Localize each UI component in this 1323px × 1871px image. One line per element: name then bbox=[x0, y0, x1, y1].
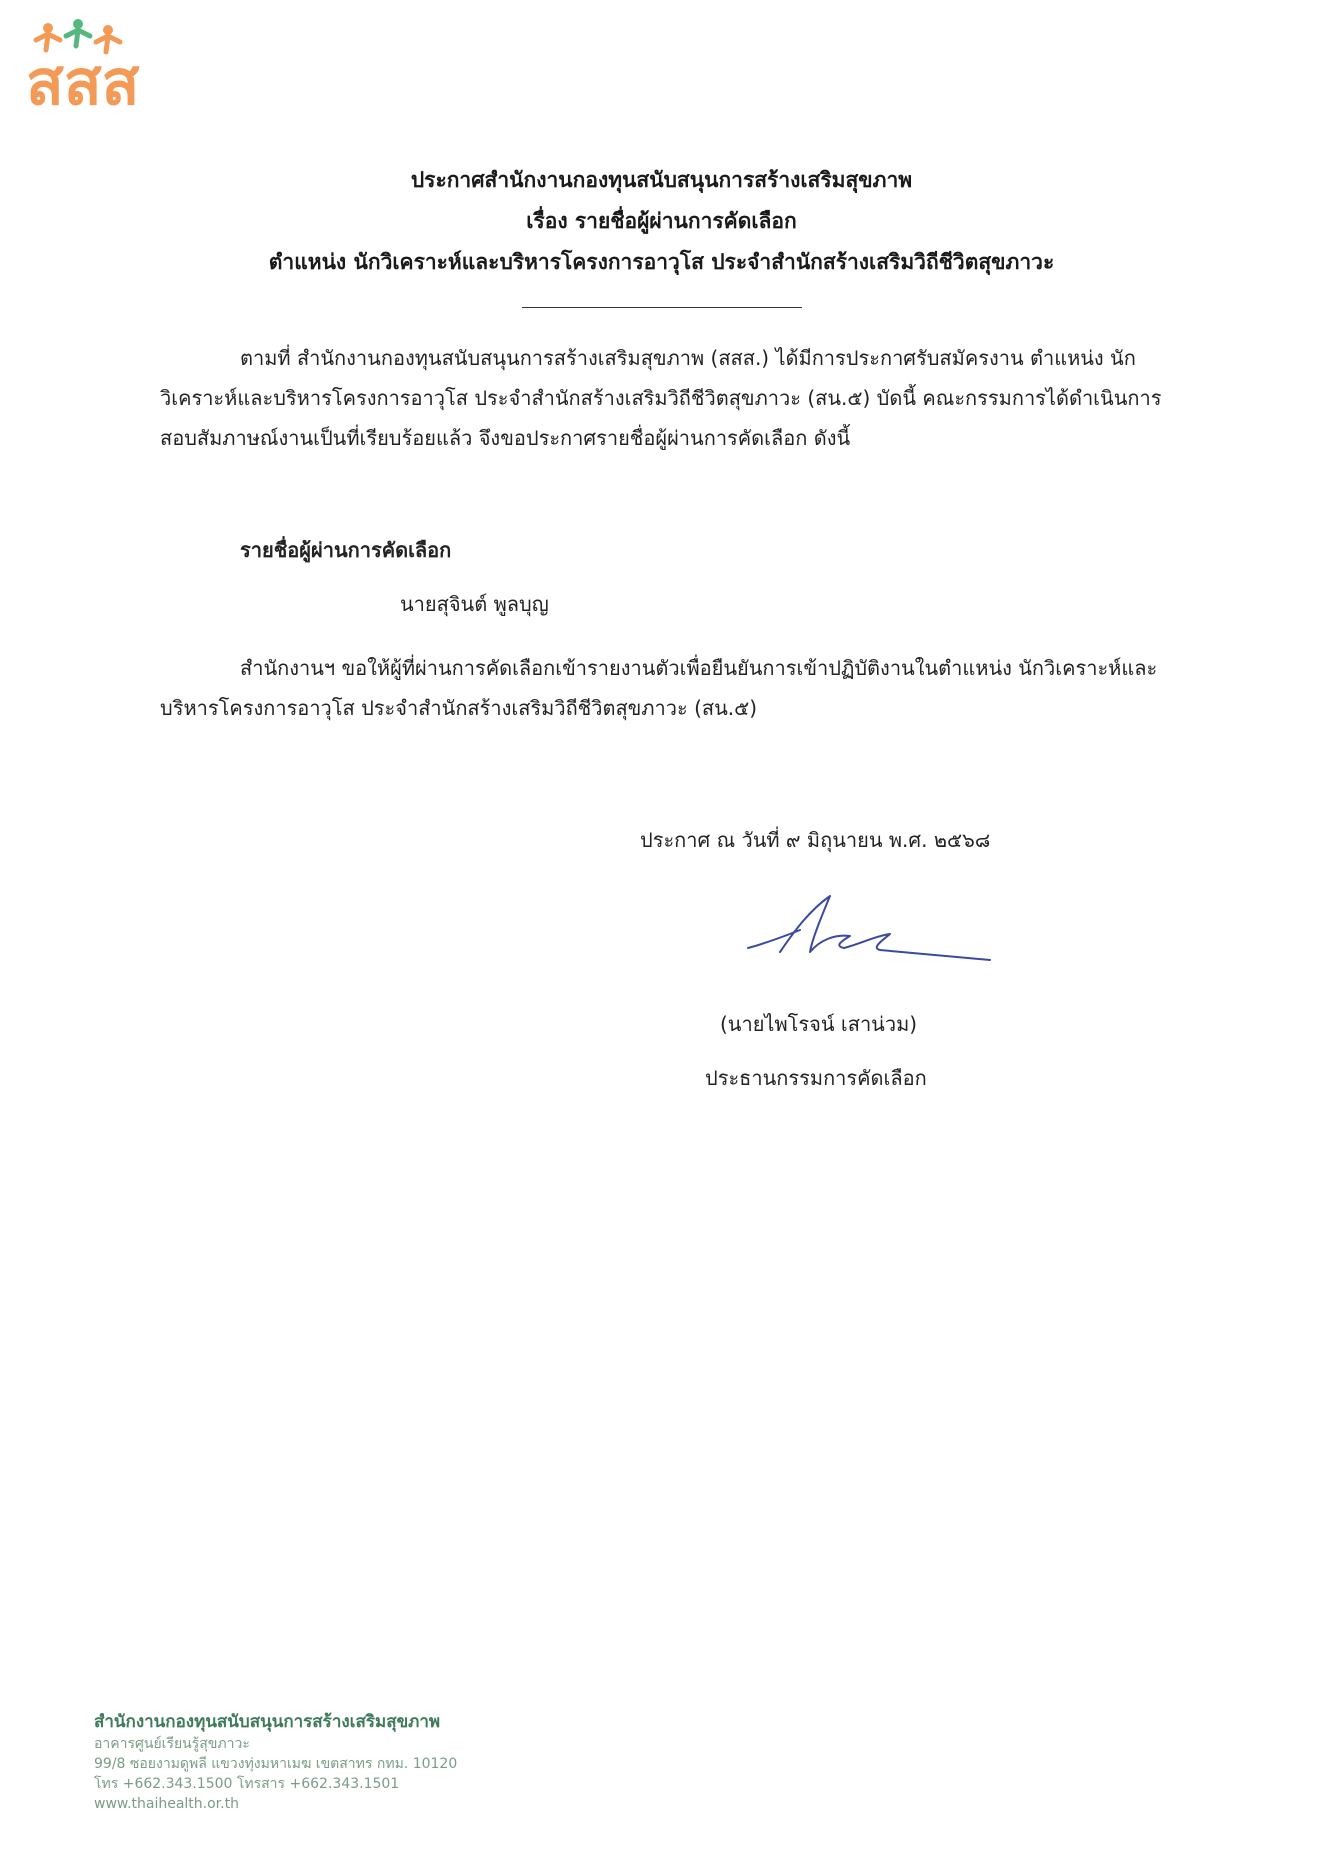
footer-org-name: สำนักงานกองทุนสนับสนุนการสร้างเสริมสุขภาพ bbox=[94, 1712, 441, 1732]
footer-building: อาคารศูนย์เรียนรู้สุขภาวะ bbox=[94, 1736, 250, 1752]
selected-list-heading: รายชื่อผู้ผ่านการคัดเลือก bbox=[240, 538, 452, 562]
signer-name: (นายไพโรจน์ เสาน่วม) bbox=[720, 1012, 918, 1036]
signature-scribble-icon bbox=[740, 890, 1000, 970]
footer-contact bbox=[94, 1710, 694, 1814]
footer-address: 99/8 ซอยงามดูพลี แขวงทุ่งมหาเมฆ เขตสาทร กทม. 10120 bbox=[94, 1756, 458, 1772]
selected-candidate-name: นายสุจินต์ พูลบุญ bbox=[400, 592, 549, 616]
title-line-3: ตำแหน่ง นักวิเคราะห์และบริหารโครงการอาวุโส ประจำสำนักสร้างเสริมวิถีชีวิตสุขภาวะ bbox=[268, 250, 1055, 274]
announcement-date: ประกาศ ณ วันที่ ๙ มิถุนายน พ.ศ. ๒๕๖๘ bbox=[640, 828, 991, 852]
announcement-title bbox=[0, 160, 1323, 308]
title-line-2: เรื่อง รายชื่อผู้ผ่านการคัดเลือก bbox=[526, 209, 797, 233]
title-underline bbox=[522, 307, 802, 308]
logo-graphic bbox=[26, 16, 196, 126]
signature bbox=[740, 890, 1000, 970]
logo-text: สสส bbox=[26, 46, 140, 119]
thaihealth-logo bbox=[26, 16, 196, 126]
signer-title: ประธานกรรมการคัดเลือก bbox=[705, 1066, 927, 1090]
instruction-paragraph: สำนักงานฯ ขอให้ผู้ที่ผ่านการคัดเลือกเข้ารายงานตัวเพื่อยืนยันการเข้าปฏิบัติงานในตำแหน่ง นักวิเคราะห์และบริหารโครงการอาวุโส ประจำสำนักสร้างเสริมวิถีชีวิตสุขภาวะ (สน.๕) bbox=[160, 656, 1158, 720]
footer-phone: โทร +662.343.1500 โทรสาร +662.343.1501 bbox=[94, 1776, 400, 1792]
title-line-1: ประกาศสำนักงานกองทุนสนับสนุนการสร้างเสริมสุขภาพ bbox=[410, 168, 913, 192]
footer-website[interactable]: www.thaihealth.or.th bbox=[94, 1796, 239, 1812]
intro-paragraph: ตามที่ สำนักงานกองทุนสนับสนุนการสร้างเสริมสุขภาพ (สสส.) ได้มีการประกาศรับสมัครงาน ตำแหน่ง นักวิเคราะห์และบริหารโครงการอาวุโส ประจำสำนักสร้างเสริมวิถีชีวิตสุขภาวะ (สน.๕) บัดนี้ คณะกรรมการได้ดำเนินการสอบสัมภาษณ์งานเป็นที่เรียบร้อยแล้ว จึงขอประกาศรายชื่อผู้ผ่านการคัดเลือก ดังนี้ bbox=[160, 346, 1162, 450]
